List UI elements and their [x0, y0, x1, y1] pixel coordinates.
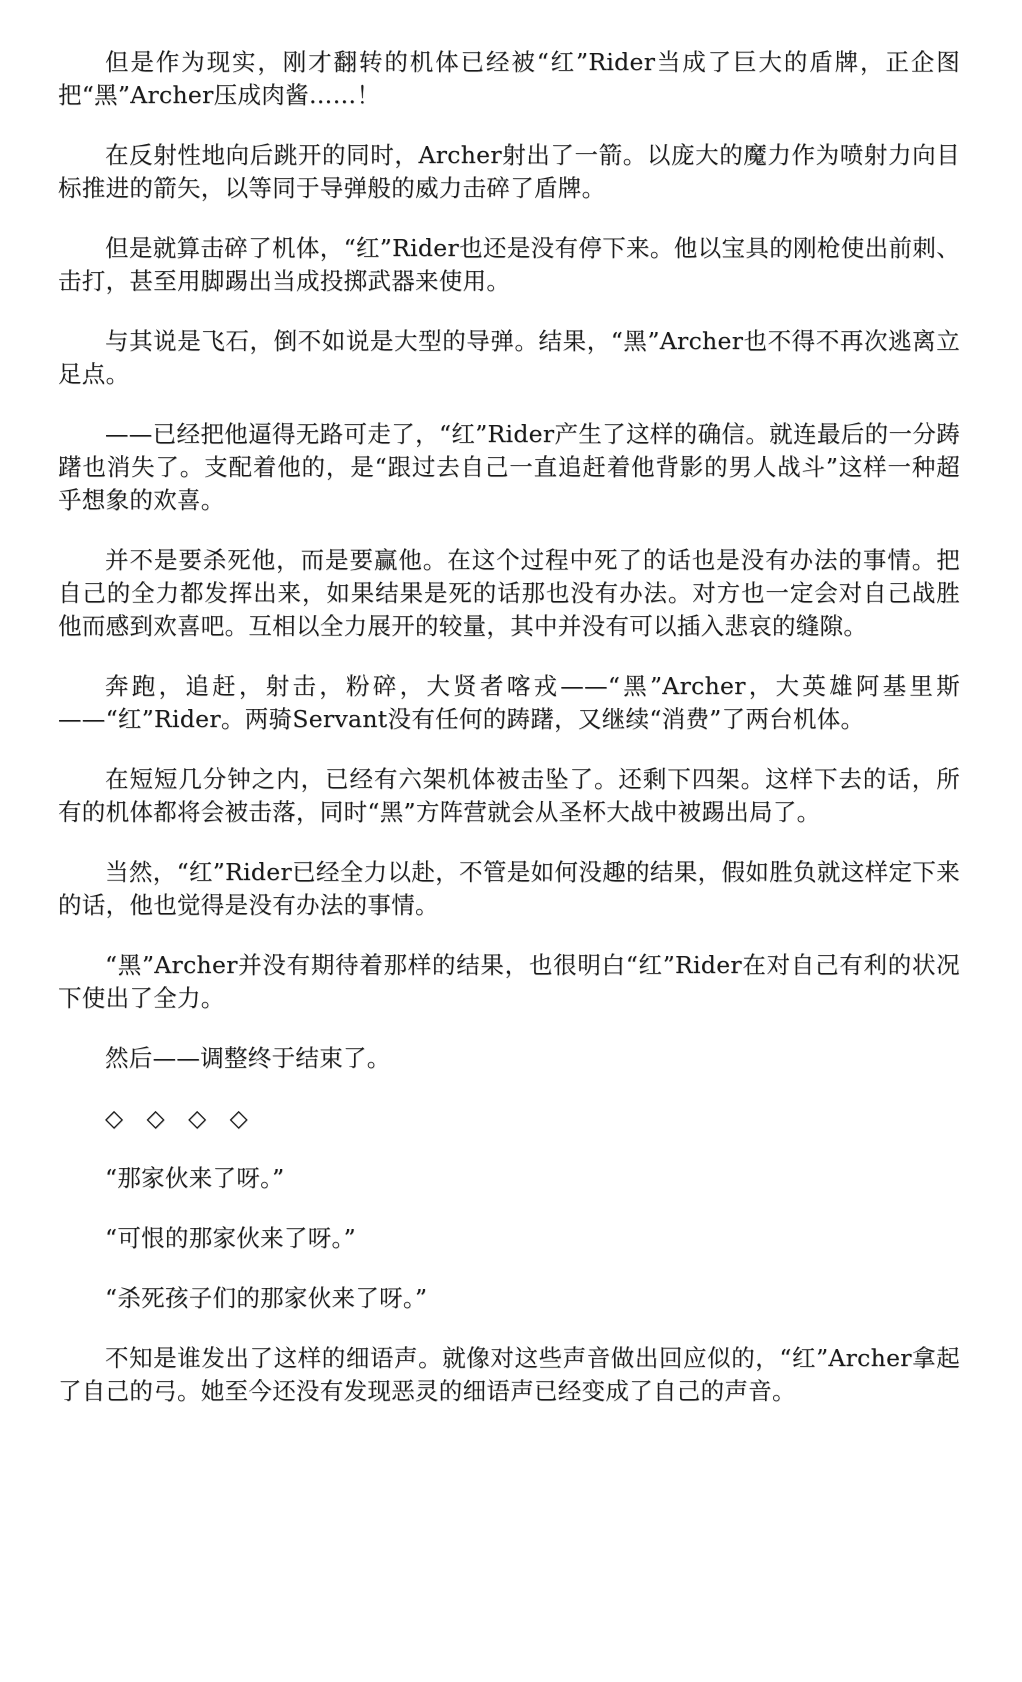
dialogue-line: “那家伙来了呀。” — [105, 1164, 285, 1192]
dialogue-line: “杀死孩子们的那家伙来了呀。” — [105, 1284, 428, 1312]
document-page — [58, 46, 960, 1435]
paragraph: 然后——调整终于结束了。 — [105, 1044, 391, 1072]
paragraph: 并不是要杀死他，而是要赢他。在这个过程中死了的话也是没有办法的事情。把自己的全力都发挥出来，如果结果是死的话那也没有办法。对方也一定会对自己战胜他而感到欢喜吧。互相以全力展开的较量，其中并没有可以插入悲哀的缝隙。 — [58, 546, 960, 640]
paragraph: 在短短几分钟之内，已经有六架机体被击坠了。还剩下四架。这样下去的话，所有的机体都将会被击落，同时“黑”方阵营就会从圣杯大战中被踢出局了。 — [58, 765, 960, 826]
paragraph: 但是作为现实，刚才翻转的机体已经被“红”Rider当成了巨大的盾牌，正企图把“黑”Archer压成肉酱……！ — [58, 48, 960, 109]
paragraph: 在反射性地向后跳开的同时，Archer射出了一箭。以庞大的魔力作为喷射力向目标推进的箭矢，以等同于导弹般的威力击碎了盾牌。 — [58, 141, 960, 202]
paragraph: 当然，“红”Rider已经全力以赴，不管是如何没趣的结果，假如胜负就这样定下来的话，他也觉得是没有办法的事情。 — [58, 858, 960, 919]
paragraph: “黑”Archer并没有期待着那样的结果，也很明白“红”Rider在对自己有利的状况下使出了全力。 — [58, 951, 960, 1012]
paragraph: 与其说是飞石，倒不如说是大型的导弹。结果，“黑”Archer也不得不再次逃离立足点。 — [58, 327, 960, 388]
paragraph: 不知是谁发出了这样的细语声。就像对这些声音做出回应似的，“红”Archer拿起了自己的弓。她至今还没有发现恶灵的细语声已经变成了自己的声音。 — [58, 1344, 960, 1405]
paragraph: 奔跑，追赶，射击，粉碎，大贤者喀戎——“黑”Archer，大英雄阿基里斯——“红”Rider。两骑Servant没有任何的踌躇，又继续“消费”了两台机体。 — [58, 672, 960, 733]
dialogue-line: “可恨的那家伙来了呀。” — [105, 1224, 356, 1252]
paragraph: ——已经把他逼得无路可走了，“红”Rider产生了这样的确信。就连最后的一分踌躇也消失了。支配着他的，是“跟过去自己一直追赶着他背影的男人战斗”这样一种超乎想象的欢喜。 — [58, 420, 960, 514]
paragraph: 但是就算击碎了机体，“红”Rider也还是没有停下来。他以宝具的刚枪使出前刺、击打，甚至用脚踢出当成投掷武器来使用。 — [58, 234, 960, 295]
scene-separator: ◇ ◇ ◇ ◇ — [105, 1104, 256, 1132]
